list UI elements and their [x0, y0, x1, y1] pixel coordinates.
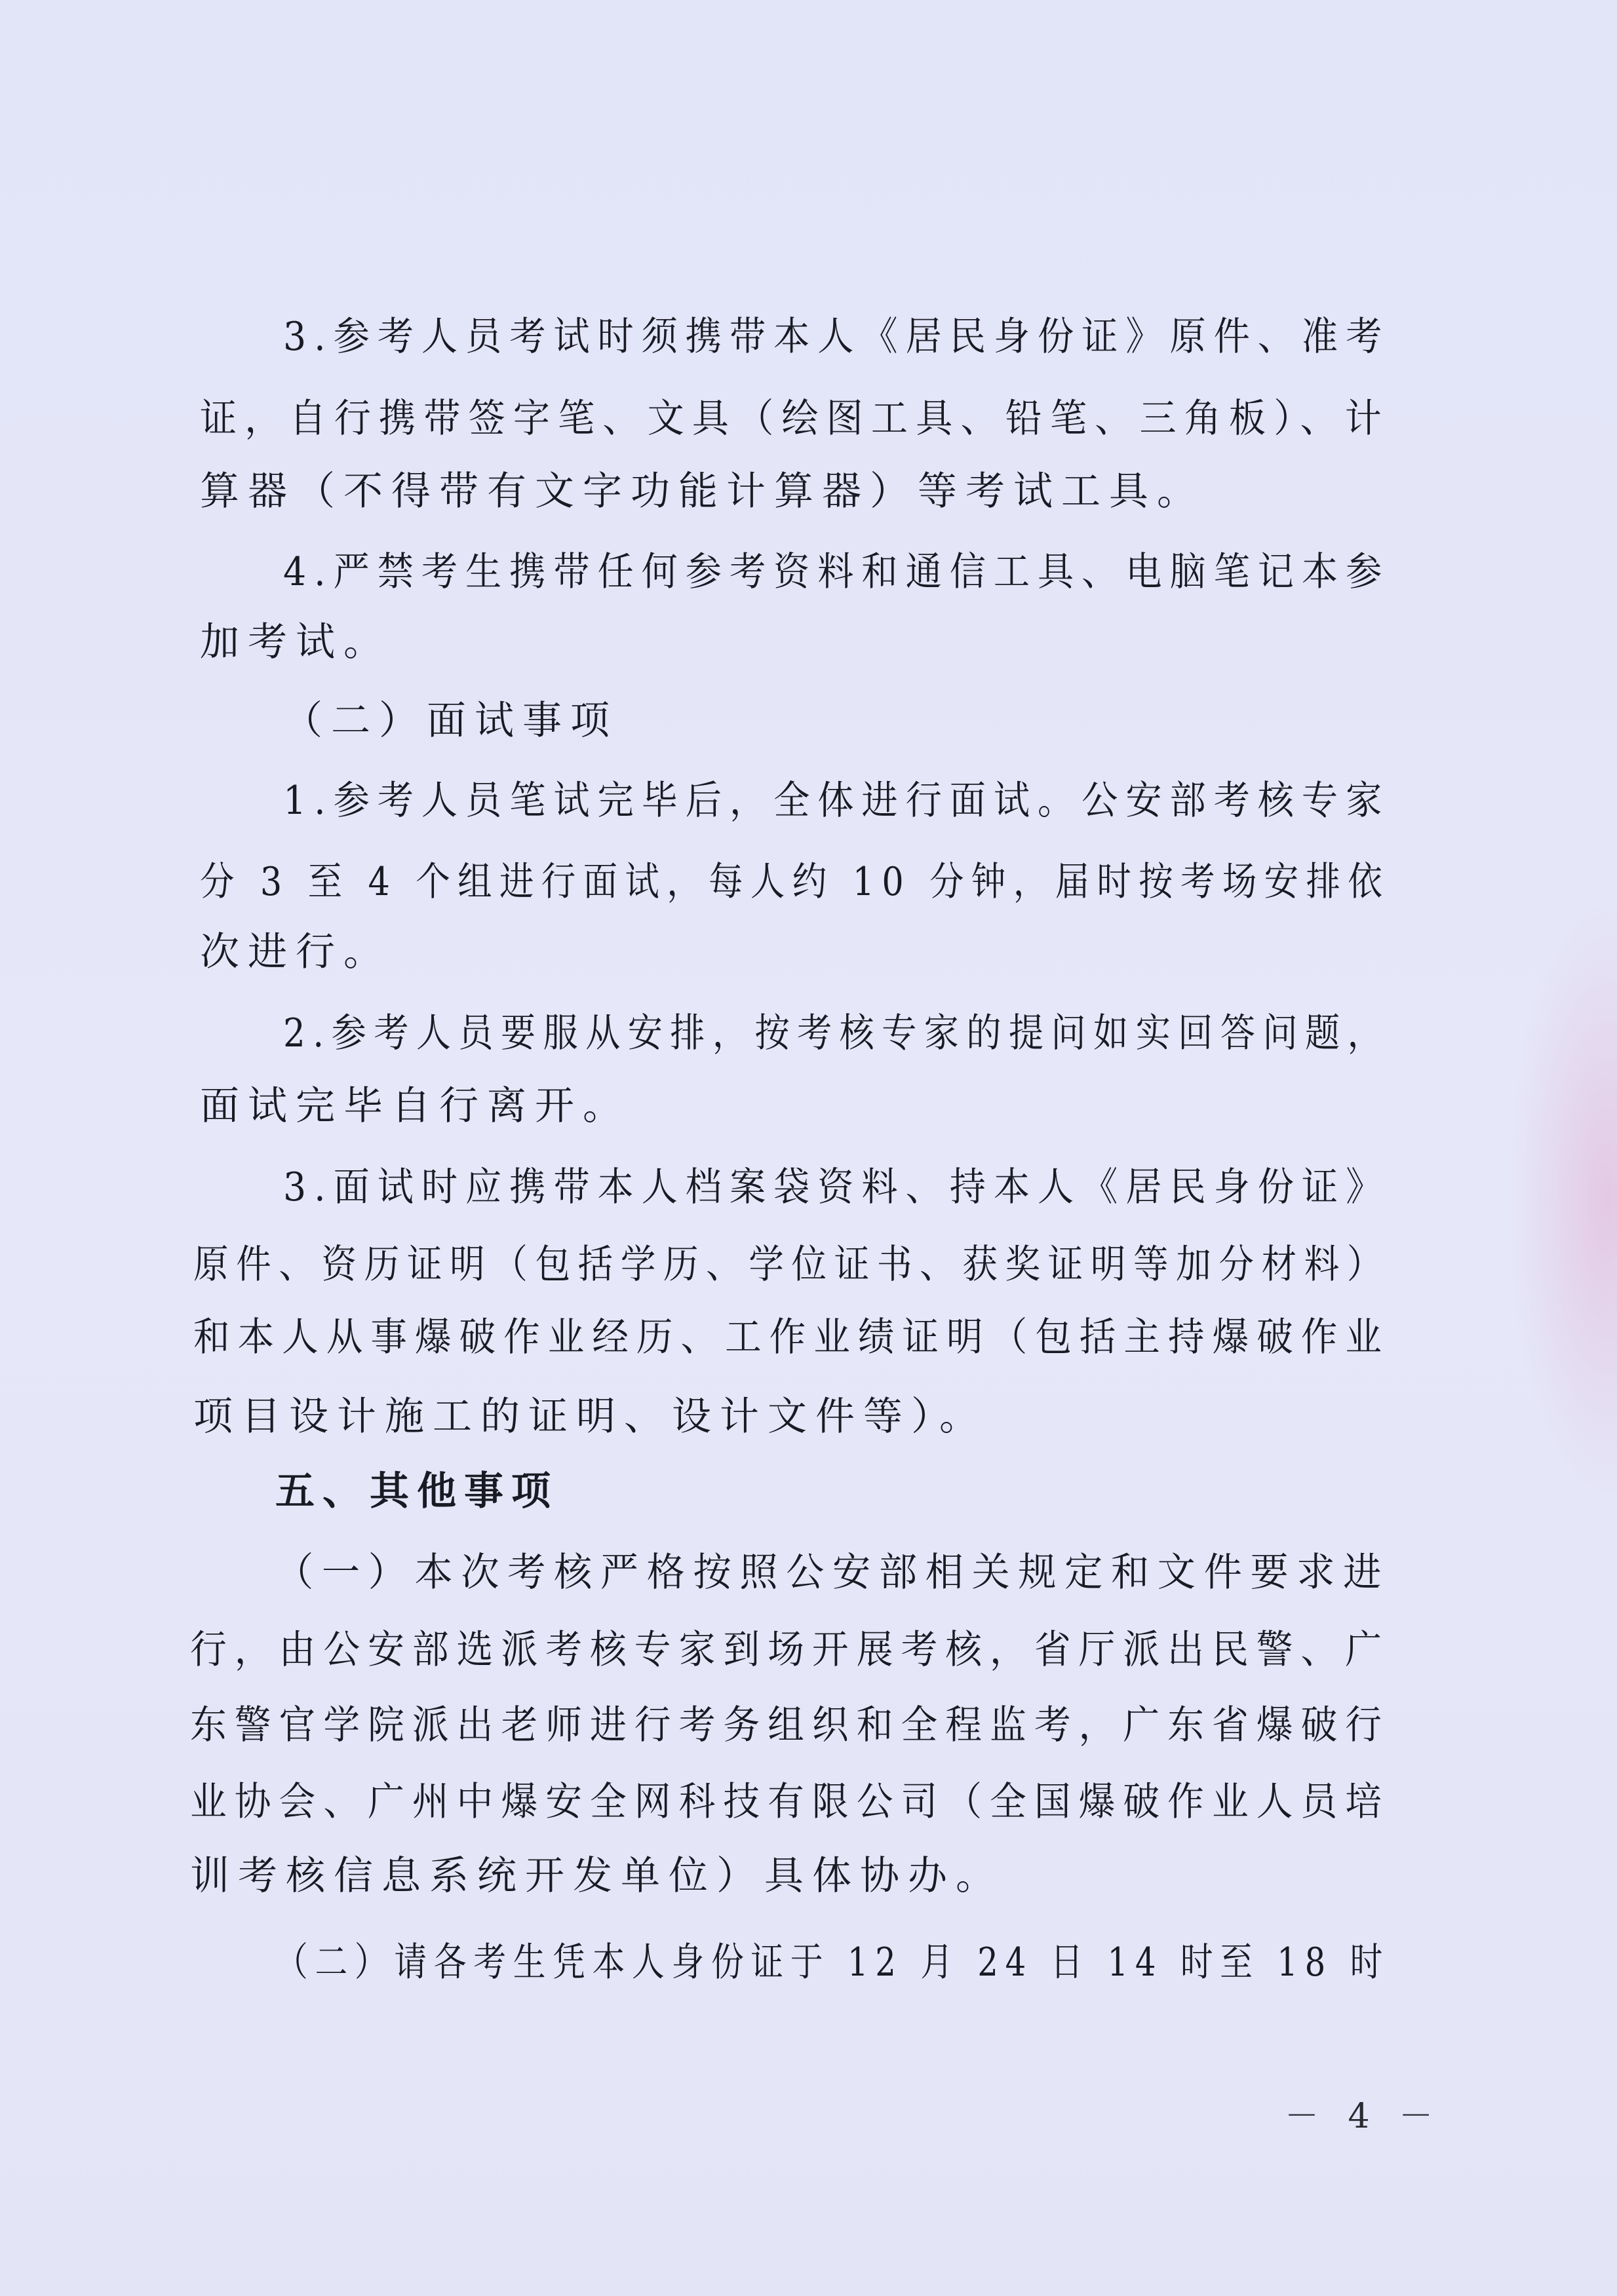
- paragraph-line: 3.参考人员考试时须携带本人《居民身份证》原件、准考: [283, 314, 1390, 360]
- paragraph-line: （二）请各考生凭本人身份证于 12 月 24 日 14 时至 18 时: [275, 1940, 1390, 1985]
- paragraph-line: 分 3 至 4 个组进行面试，每人约 10 分钟，届时按考场安排依: [200, 859, 1390, 905]
- paragraph-line: 面试完毕自行离开。: [200, 1083, 631, 1129]
- paragraph-line: 东警官学院派出老师进行考务组织和全程监考，广东省爆破行: [190, 1702, 1390, 1748]
- paragraph-line: 和本人从事爆破作业经历、工作业绩证明（包括主持爆破作业: [193, 1314, 1390, 1360]
- paragraph-line: 业协会、广州中爆安全网科技有限公司（全国爆破作业人员培: [190, 1779, 1390, 1825]
- paragraph-line: 训考核信息系统开发单位）具体协办。: [190, 1853, 1003, 1899]
- paragraph-line: （一）本次考核严格按照公安部相关规定和文件要求进: [275, 1550, 1390, 1596]
- section-heading: 五、其他事项: [275, 1468, 558, 1514]
- paragraph-line: 原件、资历证明（包括学历、学位证书、获奖证明等加分材料）: [193, 1242, 1390, 1288]
- paragraph-line: 2.参考人员要服从安排，按考核专家的提问如实回答问题，: [283, 1010, 1390, 1056]
- paragraph-line: 加考试。: [200, 619, 391, 665]
- page-number: － 4 －: [1285, 2097, 1443, 2136]
- paragraph-line: 行，由公安部选派考核专家到场开展考核，省厅派出民警、广: [190, 1627, 1390, 1673]
- section-subheading: （二）面试事项: [283, 698, 618, 744]
- paragraph-line: 1.参考人员笔试完毕后，全体进行面试。公安部考核专家: [283, 778, 1390, 824]
- paragraph-line: 次进行。: [200, 929, 391, 975]
- paragraph-line: 3.面试时应携带本人档案袋资料、持本人《居民身份证》: [283, 1164, 1390, 1210]
- paragraph-line: 4.严禁考生携带任何参考资料和通信工具、电脑笔记本参: [283, 549, 1390, 595]
- paragraph-line: 项目设计施工的证明、设计文件等）。: [193, 1394, 987, 1440]
- paragraph-line: 算器（不得带有文字功能计算器）等考试工具。: [200, 469, 1205, 514]
- paragraph-line: 证，自行携带签字笔、文具（绘图工具、铅笔、三角板）、计: [200, 396, 1390, 442]
